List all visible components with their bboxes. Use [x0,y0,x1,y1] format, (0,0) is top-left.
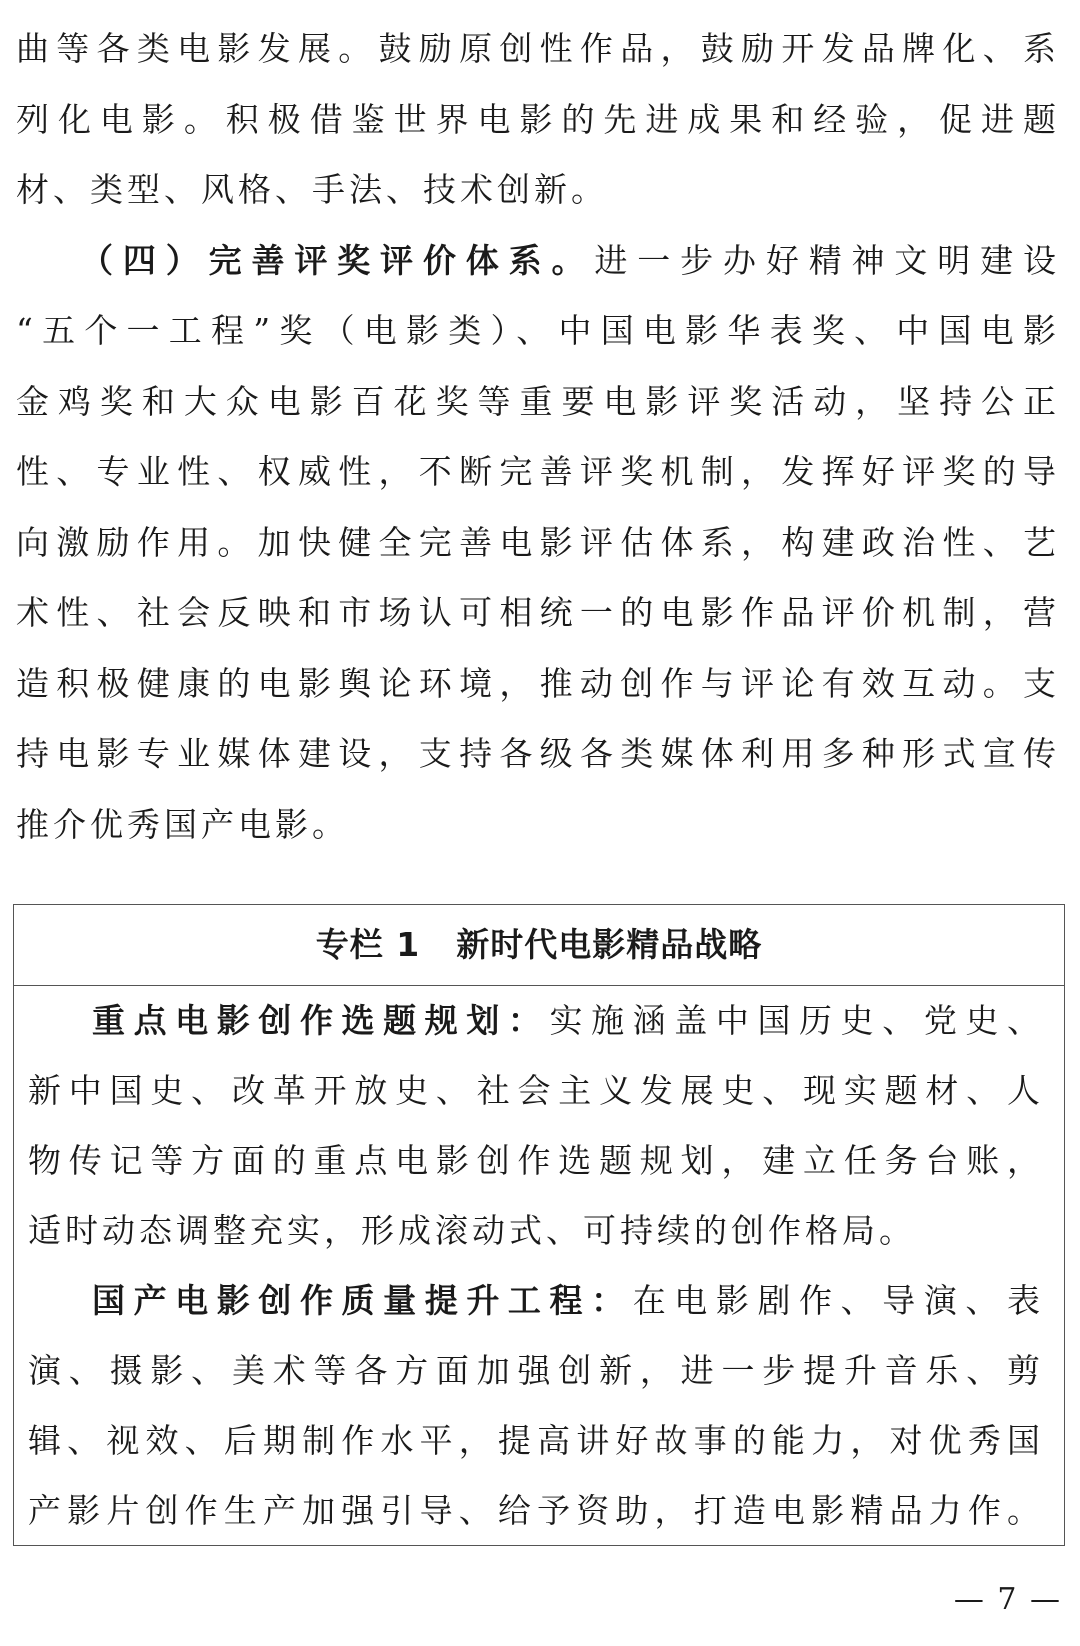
box-text-line: 物传记等方面的重点电影创作选题规划，建立任务台账， [28,1141,1044,1180]
section-heading: （四）完善评奖评价体系。 [80,240,595,280]
box-item-label: 重点电影创作选题规划： [92,1001,550,1040]
box-title [14,905,1064,986]
page-number: — 7 — [953,1582,1062,1617]
box-item-text: 实施涵盖中国历史、党史、 [549,1001,1044,1040]
body-text [16,14,1060,860]
text-line: 性、专业性、权威性，不断完善评奖机制，发挥好评奖的导 [16,452,1060,491]
text-line: 造积极健康的电影舆论环境，推动创作与评论有效互动。支 [16,663,1060,703]
text-line: 材、类型、风格、手法、技术创新。 [16,170,608,209]
box-item-line [28,1266,1044,1336]
box-body [14,986,1064,1546]
text-line: 推介优秀国产电影。 [16,804,349,844]
text-line: 金鸡奖和大众电影百花奖等重要电影评奖活动，坚持公正 [16,381,1060,421]
box-item-text: 在电影剧作、导演、表 [632,1281,1044,1320]
box-item-label: 国产电影创作质量提升工程： [92,1281,633,1320]
box-text-line: 产影片创作生产加强引导、给予资助，打造电影精品力作。 [28,1491,1044,1530]
box-title-text: 新时代电影精品战略 [456,925,763,964]
box-text-line: 新中国史、改革开放史、社会主义发展史、现实题材、人 [28,1071,1044,1110]
box-text-line: 演、摄影、美术等各方面加强创新，进一步提升音乐、剪 [28,1351,1044,1390]
section-heading-rest: 进一步办好精神文明建设 [594,240,1060,280]
text-line: 术性、社会反映和市场认可相统一的电影作品评价机制，营 [16,593,1060,632]
feature-box [13,904,1065,1546]
box-text-line: 适时动态调整充实，形成滚动式、可持续的创作格局。 [28,1211,916,1250]
text-line: 曲等各类电影发展。鼓励原创性作品，鼓励开发品牌化、系 [16,29,1060,68]
text-line: “五个一工程”奖（电影类）、中国电影华表奖、中国电影 [16,311,1060,350]
box-item-line [28,986,1044,1056]
section-heading-line [16,226,1060,297]
text-line: 向激励作用。加快健全完善电影评估体系，构建政治性、艺 [16,522,1060,562]
box-title-prefix: 专栏 1 [315,925,421,964]
text-line: 持电影专业媒体建设，支持各级各类媒体利用多种形式宣传 [16,734,1060,773]
text-line: 列化电影。积极借鉴世界电影的先进成果和经验，促进题 [16,99,1060,139]
box-text-line: 辑、视效、后期制作水平，提高讲好故事的能力，对优秀国 [28,1421,1044,1460]
